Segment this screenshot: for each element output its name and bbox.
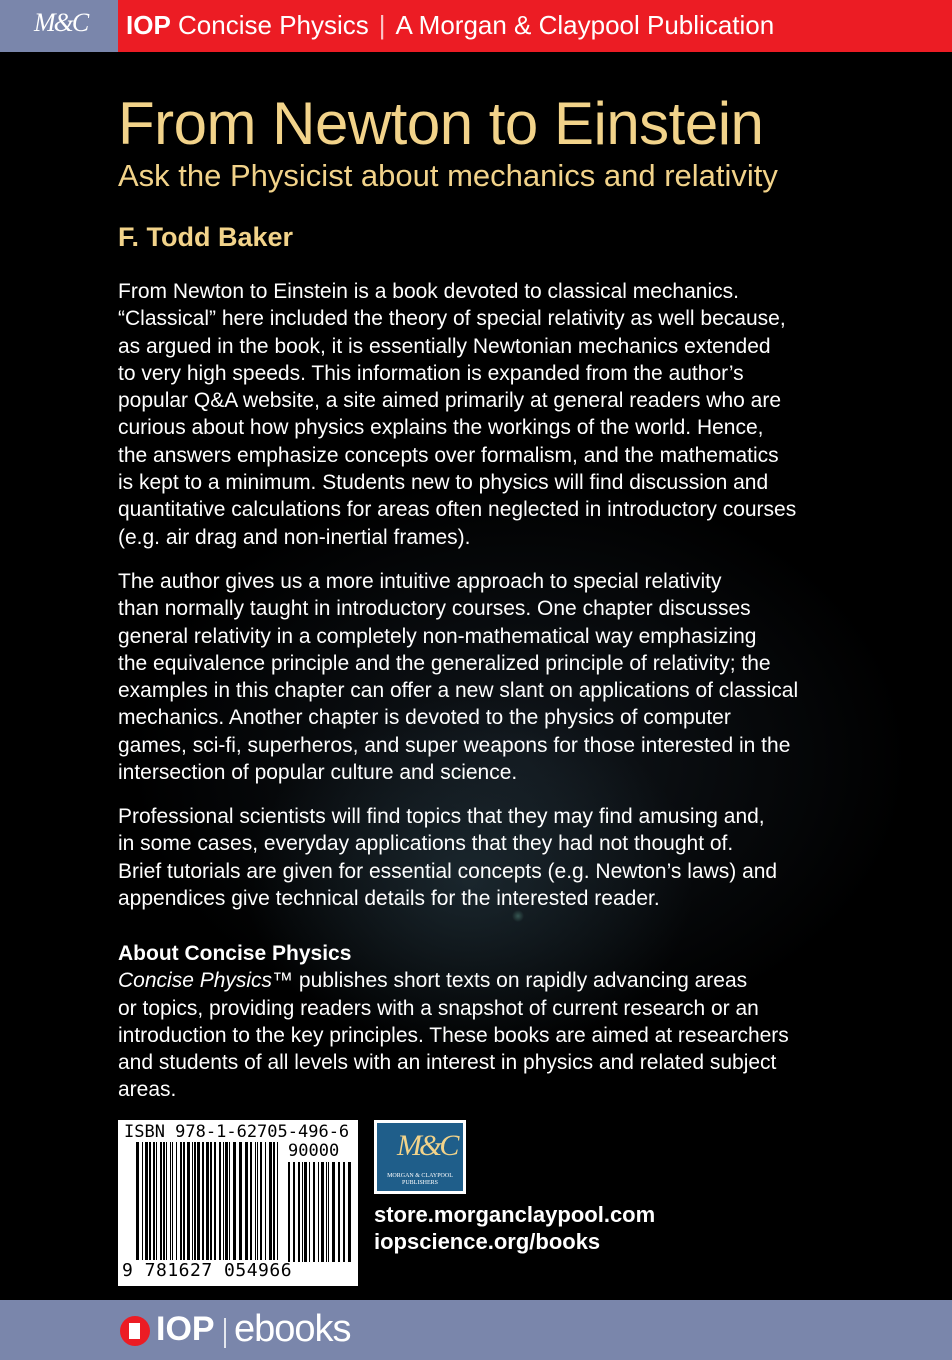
about-line: and students of all levels with an interest in physics and related subject xyxy=(118,1051,777,1075)
publication-line: A Morgan & Claypool Publication xyxy=(395,10,775,40)
barcode-bar xyxy=(321,1162,324,1262)
barcode-bar xyxy=(304,1162,307,1262)
barcode-bar xyxy=(229,1142,230,1260)
barcode-bar xyxy=(318,1162,319,1262)
barcode-bar xyxy=(210,1142,212,1260)
barcode-bar xyxy=(302,1162,303,1262)
ean-number: 9 781627 054966 xyxy=(122,1260,293,1281)
barcode-bar xyxy=(160,1142,162,1260)
barcode-bar xyxy=(348,1162,351,1262)
barcode-bar xyxy=(194,1142,196,1260)
barcode-bar xyxy=(225,1142,228,1260)
blurb-paragraph-2 xyxy=(118,568,878,786)
book-author: F. Todd Baker xyxy=(118,222,294,252)
barcode-bar xyxy=(180,1142,182,1260)
publisher-logo-line-1: MORGAN & CLAYPOOL xyxy=(387,1173,453,1179)
barcode-bar xyxy=(269,1142,272,1260)
barcode-bar xyxy=(176,1142,177,1260)
barcode-bar xyxy=(223,1142,224,1260)
barcode-addon-text: 90000 xyxy=(288,1141,340,1161)
blurb-line: “Classical” here included the theory of special relativity as well because, xyxy=(118,307,786,331)
about-heading: About Concise Physics xyxy=(118,942,352,965)
barcode-bar xyxy=(313,1162,315,1262)
blurb-line: (e.g. air drag and non-inertial frames). xyxy=(118,525,471,549)
blurb-line: examples in this chapter can offer a new slant on applications of classical xyxy=(118,679,799,703)
barcode-bar xyxy=(166,1142,167,1260)
blurb-line: in some cases, everyday applications that they had not thought of. xyxy=(118,832,734,856)
mc-monogram-logo: M&C xyxy=(34,8,88,37)
barcode-bar xyxy=(156,1142,157,1260)
iop-series-prefix: IOP xyxy=(126,10,171,40)
blurb-line: mechanics. Another chapter is devoted to the physics of computer xyxy=(118,706,731,730)
blurb-line: games, sci-fi, superheros, and super weapons for those interested in the xyxy=(118,733,791,757)
about-line: or topics, providing readers with a snapshot of current research or an xyxy=(118,996,759,1020)
isbn-barcode xyxy=(118,1120,358,1286)
barcode-bar xyxy=(206,1142,209,1260)
header-separator: | xyxy=(378,10,386,40)
barcode-bar xyxy=(338,1162,340,1262)
barcode-bar xyxy=(255,1142,256,1260)
barcode-bar xyxy=(277,1142,278,1260)
blurb-line: than normally taught in introductory courses. One chapter discusses xyxy=(118,597,751,621)
about-brand: Concise Physics xyxy=(118,969,273,993)
blurb-line: Brief tutorials are given for essential concepts (e.g. Newton’s laws) and xyxy=(118,859,778,883)
barcode-bar xyxy=(233,1142,236,1260)
ebooks-footer-bar xyxy=(0,1300,952,1360)
barcode-bar xyxy=(298,1162,300,1262)
publisher-logo-line-2: PUBLISHERS xyxy=(401,1180,438,1186)
barcode-bar xyxy=(288,1162,290,1262)
series-header-bar xyxy=(0,0,952,52)
barcode-bar xyxy=(214,1142,216,1260)
blurb-line: From Newton to Einstein is a book devoted to classical mechanics. xyxy=(118,280,739,303)
barcode-bar xyxy=(219,1142,221,1260)
barcode-bar xyxy=(153,1142,155,1260)
about-line: areas. xyxy=(118,1078,177,1102)
series-header-text xyxy=(126,12,774,38)
iop-ring-icon xyxy=(120,1316,150,1346)
barcode-bar xyxy=(192,1142,193,1260)
blurb-line: curious about how physics explains the workings of the world. Hence, xyxy=(118,416,764,440)
footer-iop-text: IOP xyxy=(156,1310,215,1348)
isbn-text: ISBN 978-1-62705-496-6 xyxy=(124,1122,350,1142)
barcode-bar xyxy=(136,1142,139,1260)
iopscience-url[interactable]: iopscience.org/books xyxy=(374,1229,601,1254)
barcode-bar xyxy=(183,1142,185,1260)
blurb-paragraph-3 xyxy=(118,803,878,912)
barcode-bar xyxy=(343,1162,345,1262)
publisher-monogram: M&C xyxy=(397,1129,457,1162)
series-name: Concise Physics xyxy=(178,10,369,40)
publisher-logo-text xyxy=(377,1173,463,1187)
barcode-bar xyxy=(142,1142,143,1260)
footer-divider xyxy=(224,1318,226,1348)
barcode-bar xyxy=(257,1142,258,1260)
barcode-bar xyxy=(187,1142,190,1260)
barcode-bar xyxy=(293,1162,295,1262)
barcode-bar xyxy=(260,1142,262,1260)
footer-ebooks-text: ebooks xyxy=(234,1308,351,1350)
store-url[interactable]: store.morganclaypool.com xyxy=(374,1202,656,1227)
blurb-line: the answers emphasize concepts over formalism, and the mathematics xyxy=(118,443,779,467)
barcode-bar xyxy=(145,1142,148,1260)
about-line: introduction to the key principles. These books are aimed at researchers xyxy=(118,1023,789,1047)
barcode-bar xyxy=(273,1142,275,1260)
barcode-main-bars xyxy=(136,1142,278,1260)
barcode-addon-bars xyxy=(288,1162,352,1262)
barcode-bar xyxy=(309,1162,310,1262)
barcode-bar xyxy=(245,1142,248,1260)
blurb-paragraph-1 xyxy=(118,278,878,551)
barcode-bar xyxy=(149,1142,151,1260)
barcode-bar xyxy=(326,1162,327,1262)
barcode-bar xyxy=(332,1162,335,1262)
barcode-bar xyxy=(163,1142,165,1260)
about-line xyxy=(118,967,789,994)
blurb-line: appendices give technical details for the interested reader. xyxy=(118,886,660,910)
blurb-line: popular Q&A website, a site aimed primarily at general readers who are xyxy=(118,389,781,413)
blurb-line: Professional scientists will find topics that they may find amusing and, xyxy=(118,805,765,828)
about-trademark-rest: ™ publishes short texts on rapidly advancing areas xyxy=(272,969,748,993)
blurb-line: quantitative calculations for areas often neglected in introductory courses xyxy=(118,498,797,522)
blurb-line: as argued in the book, it is essentially Newtonian mechanics extended xyxy=(118,334,771,358)
blurb-line: is kept to a minimum. Students new to physics will find discussion and xyxy=(118,471,769,495)
barcode-bar xyxy=(239,1142,242,1260)
blurb-line: The author gives us a more intuitive approach to special relativity xyxy=(118,570,722,593)
morgan-claypool-logo xyxy=(374,1120,466,1194)
barcode-bar xyxy=(172,1142,173,1260)
book-title: From Newton to Einstein xyxy=(118,90,764,157)
mc-corner-tile xyxy=(0,0,118,52)
barcode-bar xyxy=(265,1142,266,1260)
barcode-bar xyxy=(197,1142,200,1260)
barcode-bar xyxy=(170,1142,171,1260)
barcode-bar xyxy=(250,1142,252,1260)
blurb-line: to very high speeds. This information is expanded from the author’s xyxy=(118,361,744,385)
barcode-bar xyxy=(328,1162,329,1262)
blurb-line: the equivalence principle and the generalized principle of relativity; the xyxy=(118,651,771,675)
blurb-line: general relativity in a completely non-mathematical way emphasizing xyxy=(118,624,757,648)
about-concise-physics xyxy=(118,940,789,1104)
barcode-bar xyxy=(202,1142,204,1260)
publisher-logo-tile xyxy=(377,1123,463,1191)
book-subtitle: Ask the Physicist about mechanics and relativity xyxy=(118,158,778,193)
blurb-line: intersection of popular culture and science. xyxy=(118,761,518,785)
